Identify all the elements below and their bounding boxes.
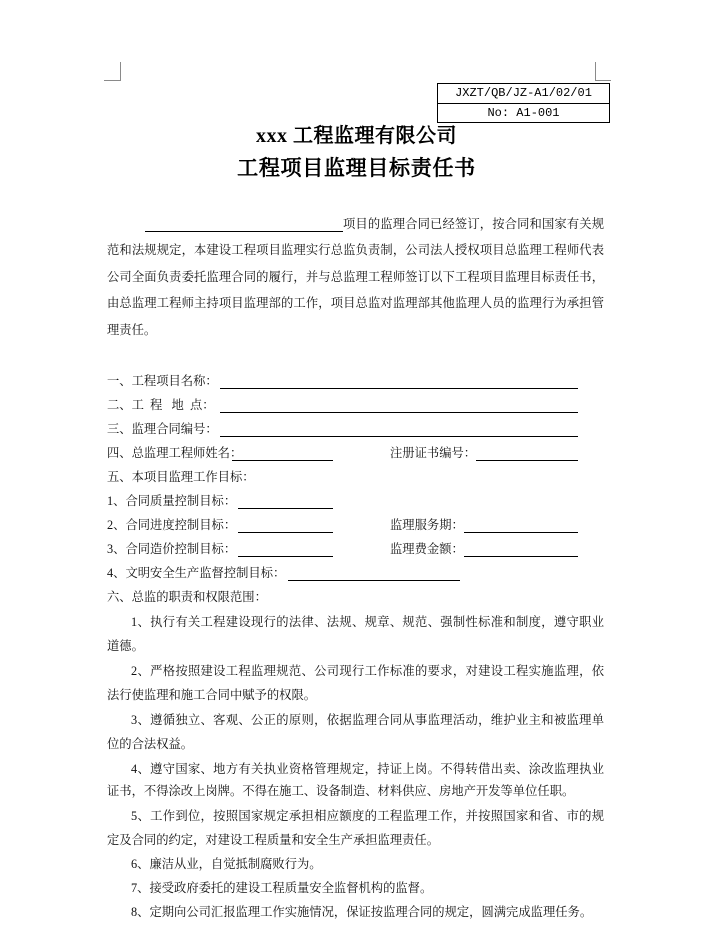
company-title: xxx 工程监理有限公司 bbox=[256, 125, 457, 147]
duty-item-line: 道德。 bbox=[107, 639, 144, 653]
duty-item-line: 位的合法权益。 bbox=[107, 737, 194, 751]
duty-item-line: 法行使监理和施工合同中赋予的权限。 bbox=[107, 688, 317, 702]
registration-cert-label: 注册证书编号： bbox=[390, 446, 477, 460]
project-location-label: 二、工 程 地 点： bbox=[107, 398, 215, 412]
corner-mark-top-right bbox=[595, 62, 596, 81]
section5-heading: 五、本项目监理工作目标： bbox=[107, 470, 255, 484]
document-code: JXZT/QB/JZ-A1/02/01 bbox=[455, 86, 592, 100]
document-number: No: A1-001 bbox=[438, 103, 609, 122]
contract-number-field[interactable] bbox=[220, 436, 578, 437]
schedule-target-label: 2、合同进度控制目标： bbox=[107, 518, 237, 532]
quality-target-label: 1、合同质量控制目标： bbox=[107, 494, 237, 508]
project-name-label: 一、工程项目名称： bbox=[107, 374, 218, 388]
quality-target-field[interactable] bbox=[238, 508, 333, 509]
safety-target-field[interactable] bbox=[288, 580, 460, 581]
intro-line: 项目的监理合同已经签订，按合同和国家有关规 bbox=[343, 217, 604, 231]
corner-mark-top-right bbox=[595, 80, 611, 81]
duty-item-line: 证书，不得涂改上岗牌。不得在施工、设备制造、材料供应、房地产开发等单位任职。 bbox=[107, 784, 575, 798]
duty-item-line: 8、定期向公司汇报监理工作实施情况，保证按监理合同的规定，圆满完成监理任务。 bbox=[131, 905, 593, 919]
duty-item-line: 6、廉洁从业，自觉抵制腐败行为。 bbox=[131, 857, 322, 871]
service-period-label: 监理服务期： bbox=[390, 518, 464, 532]
duty-item-line: 定及合同的约定，对建设工程质量和安全生产承担监理责任。 bbox=[107, 833, 440, 847]
chief-engineer-name-label: 四、总监理工程师姓名： bbox=[107, 446, 243, 460]
corner-mark-top-left bbox=[120, 62, 121, 81]
duty-item-line: 1、执行有关工程建设现行的法律、法规、规章、规范、强制性标准和制度，遵守职业 bbox=[131, 615, 604, 629]
fee-amount-label: 监理费金额： bbox=[390, 542, 464, 556]
contract-number-label: 三、监理合同编号： bbox=[107, 422, 218, 436]
cost-target-label: 3、合同造价控制目标： bbox=[107, 542, 237, 556]
project-location-field[interactable] bbox=[220, 412, 578, 413]
project-name-blank[interactable] bbox=[145, 231, 343, 232]
cost-target-field[interactable] bbox=[238, 556, 333, 557]
intro-line: 由总监理工程师主持项目监理部的工作，项目总监对监理部其他监理人员的监理行为承担管 bbox=[107, 296, 604, 310]
registration-cert-field[interactable] bbox=[476, 460, 578, 461]
project-name-field[interactable] bbox=[220, 388, 578, 389]
schedule-target-field[interactable] bbox=[238, 532, 333, 533]
section6-heading: 六、总监的职责和权限范围： bbox=[107, 590, 267, 604]
duty-item-line: 4、遵守国家、地方有关执业资格管理规定，持证上岗。不得转借出卖、涂改监理执业 bbox=[131, 762, 604, 776]
chief-engineer-name-field[interactable] bbox=[232, 460, 333, 461]
duty-item-line: 5、工作到位，按照国家规定承担相应额度的工程监理工作，并按照国家和省、市的规 bbox=[131, 809, 604, 823]
safety-target-label: 4、文明安全生产监督控制目标： bbox=[107, 566, 286, 580]
document-code-box bbox=[437, 83, 610, 123]
corner-mark-top-left bbox=[104, 80, 121, 81]
duty-item-line: 7、接受政府委托的建设工程质量安全监督机构的监督。 bbox=[131, 881, 433, 895]
fee-amount-field[interactable] bbox=[464, 556, 578, 557]
intro-line: 公司全面负责委托监理合同的履行，并与总监理工程师签订以下工程项目监理目标责任书， bbox=[107, 270, 604, 284]
duty-item-line: 2、严格按照建设工程监理规范、公司现行工作标准的要求，对建设工程实施监理，依 bbox=[131, 664, 604, 678]
service-period-field[interactable] bbox=[464, 532, 578, 533]
document-title: 工程项目监理目标责任书 bbox=[237, 156, 476, 180]
duty-item-line: 3、遵循独立、客观、公正的原则，依据监理合同从事监理活动，维护业主和被监理单 bbox=[131, 713, 604, 727]
intro-line: 范和法规规定，本建设工程项目监理实行总监负责制，公司法人授权项目总监理工程师代表 bbox=[107, 243, 604, 257]
intro-line: 理责任。 bbox=[107, 323, 157, 337]
